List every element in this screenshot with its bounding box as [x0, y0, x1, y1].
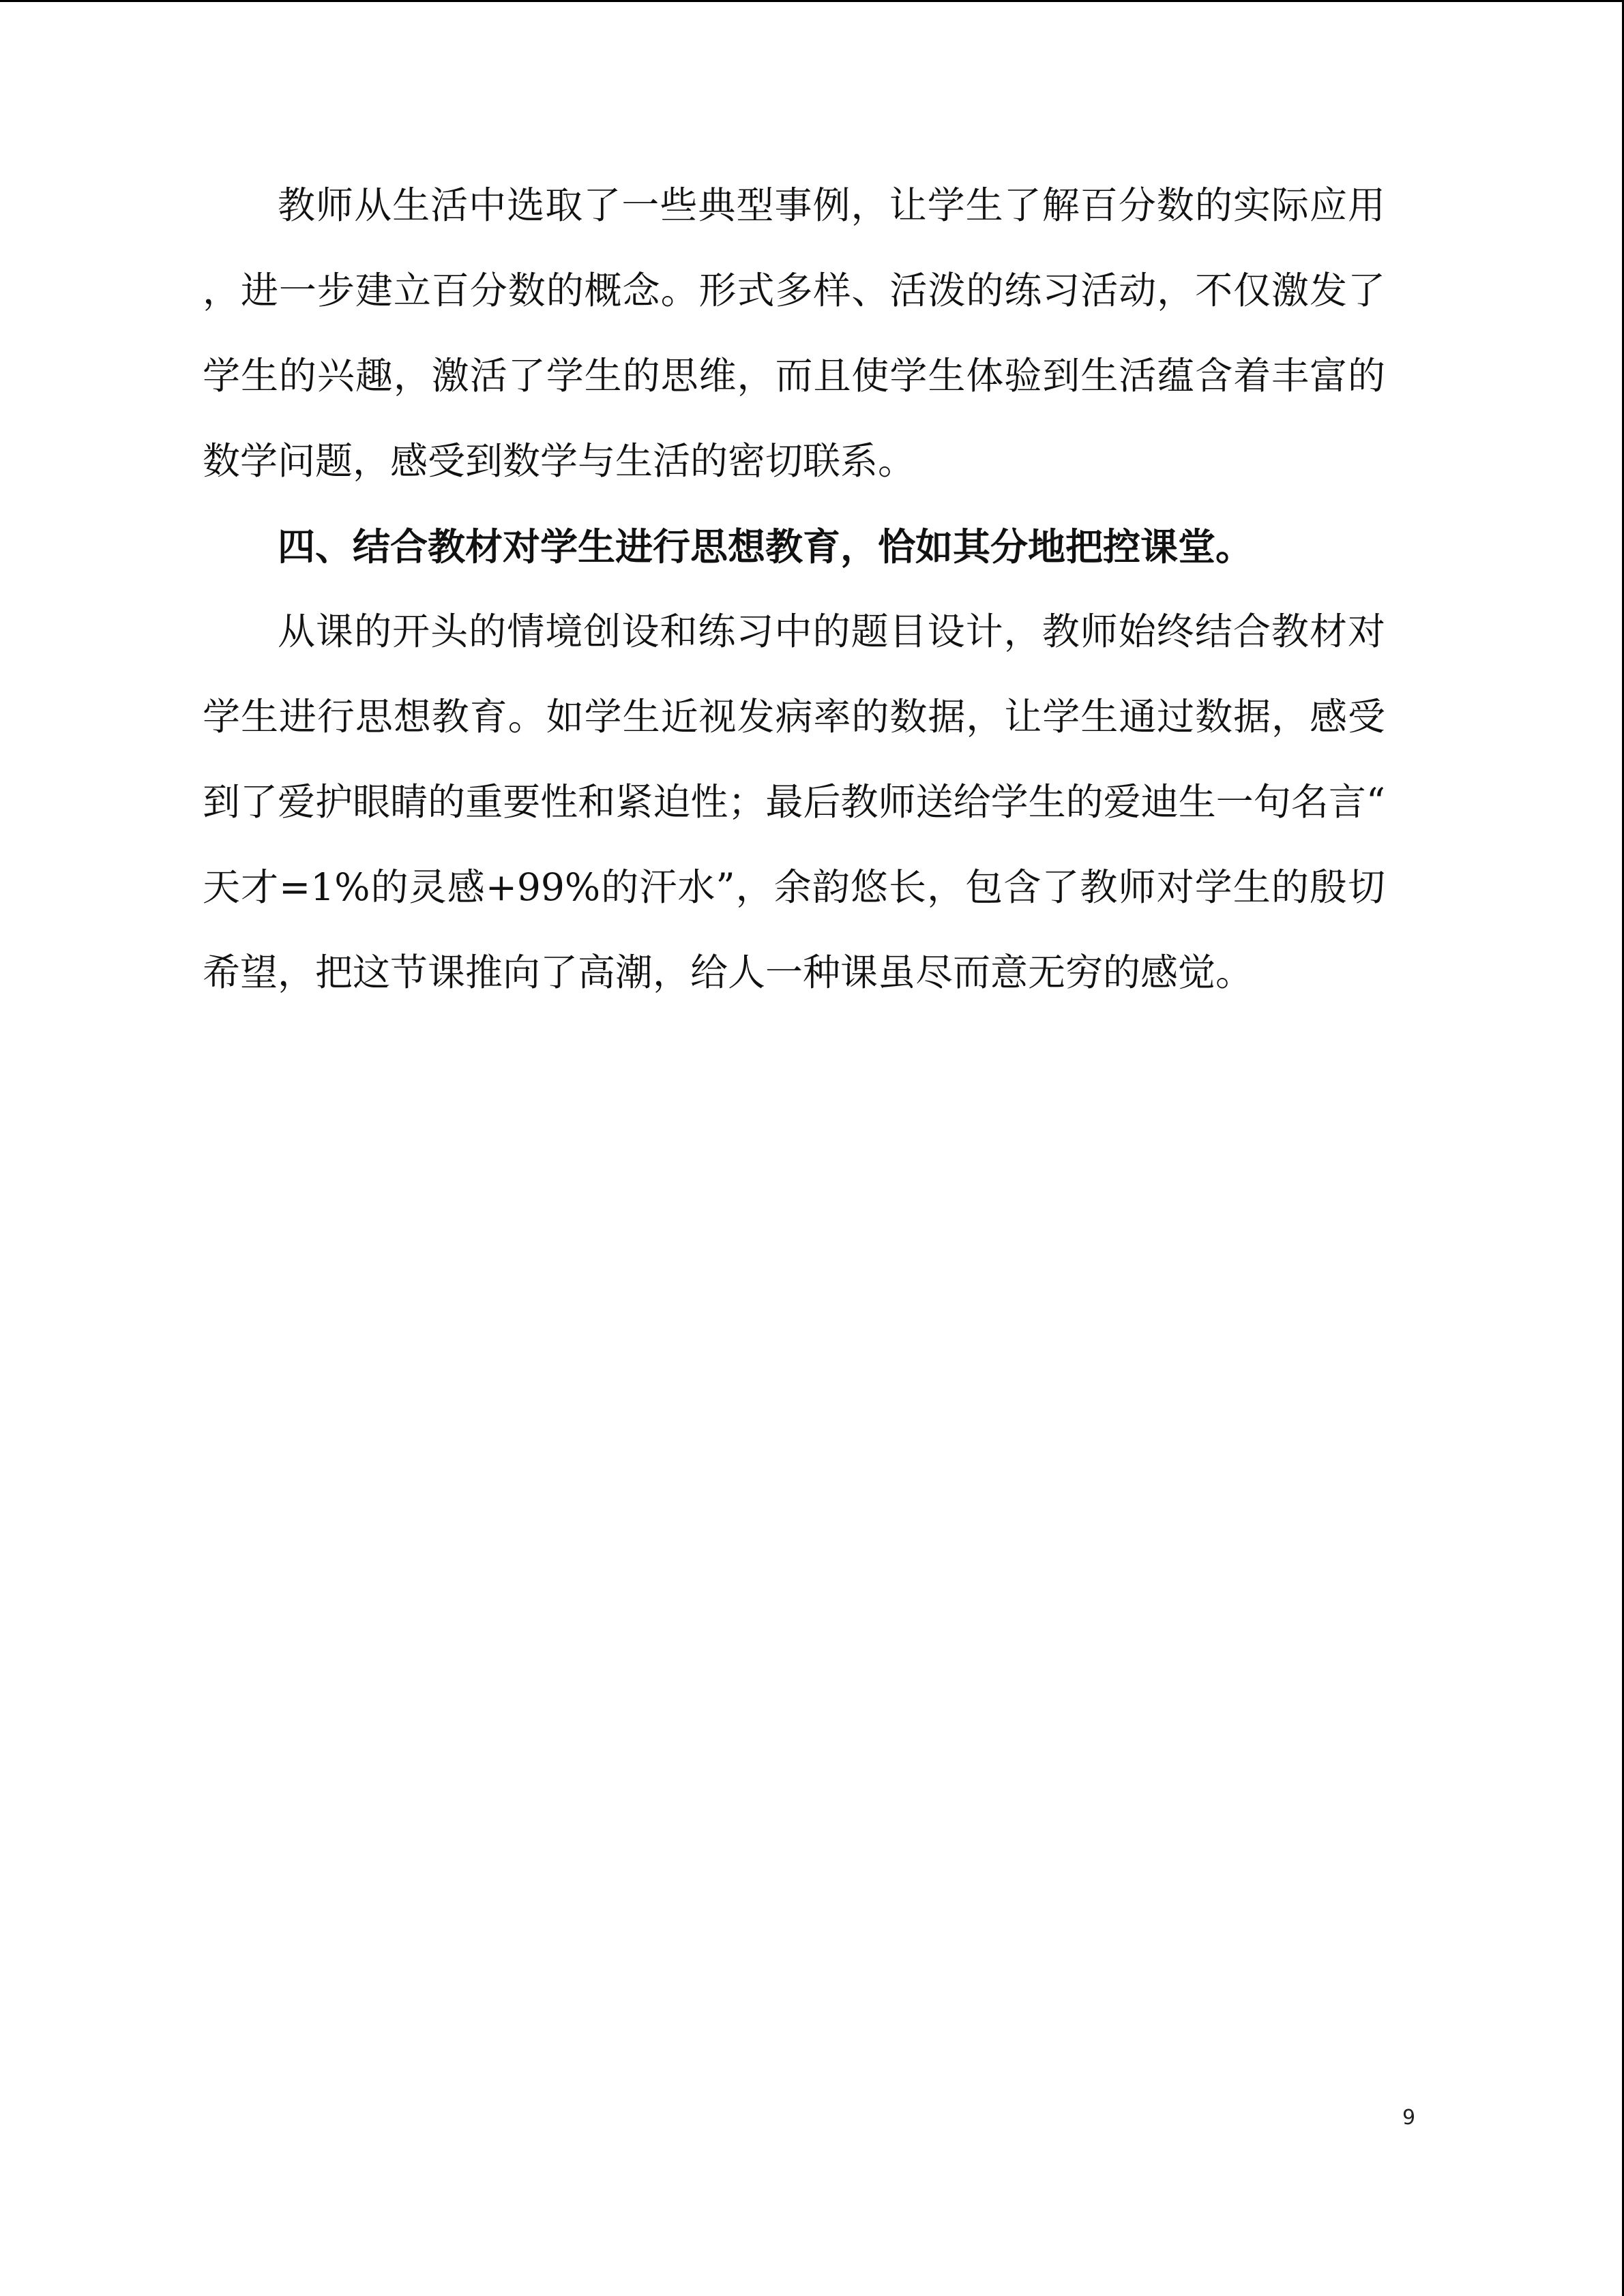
- paragraph-percent-examples: 教师从生活中选取了一些典型事例，让学生了解百分数的实际应用，进一步建立百分数的概念。形式多样、活泼的练习活动，不仅激发了学生的兴趣，激活了学生的思维，而且使学生体验到生活蕴含着丰富的数学问题，感受到数学与生活的密切联系。: [203, 183, 1385, 483]
- body-text: [203, 163, 1385, 1015]
- paragraph-ideological-education: 从课的开头的情境创设和练习中的题目设计，教师始终结合教材对学生进行思想教育。如学生近视发病率的数据，让学生通过数据，感受到了爱护眼睛的重要性和紧迫性；最后教师送给学生的爱迪生一句名言“天才=1%的灵感+99%的汗水”，余韵悠长，包含了教师对学生的殷切希望，把这节课推向了高潮，给人一种课虽尽而意无穷的感觉。: [203, 610, 1385, 994]
- page-number: 9: [1402, 2106, 1416, 2130]
- section-heading: 四、结合教材对学生进行思想教育，恰如其分地把控课堂。: [278, 524, 1254, 569]
